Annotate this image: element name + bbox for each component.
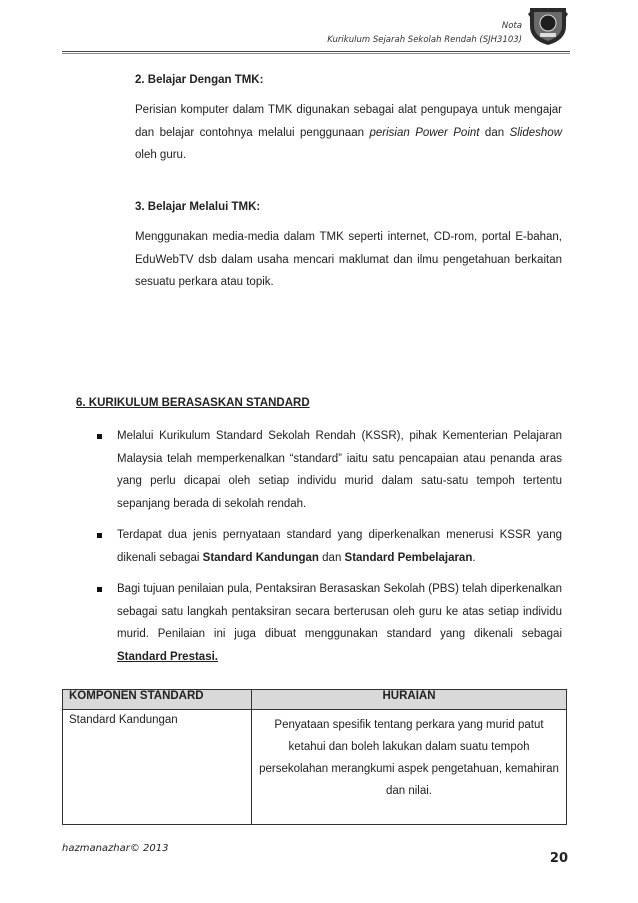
bullet2-text-mid: dan bbox=[318, 551, 345, 564]
section6-title: 6. KURIKULUM BERASASKAN STANDARD bbox=[76, 397, 310, 409]
header-title bbox=[300, 21, 522, 45]
bullet2-text-a: Terdapat dua jenis pernyataan standard yang diperkenalkan menerusi KSSR yang dikenali sebagai bbox=[117, 529, 562, 564]
item2-paragraph bbox=[135, 99, 562, 167]
table-header-huraian: HURAIAN bbox=[252, 690, 567, 710]
header-rule-thin bbox=[62, 53, 570, 54]
bullet2-standard-pembelajaran: Standard Pembelajaran bbox=[344, 551, 473, 564]
section6-bullet1: Melalui Kurikulum Standard Sekolah Rendah (KSSR), pihak Kementerian Pelajaran Malaysia telah memperkenalkan “standard” iaitu satu pencapaian atau penanda aras yang perlu dicapai oleh setiap individu murid dalam satu-satu tempoh tertentu sepanjang berada di sekolah rendah. bbox=[117, 430, 562, 510]
table-cell-komponen: Standard Kandungan bbox=[63, 710, 252, 825]
bullet3-text-a: Bagi tujuan penilaian pula, Pentaksiran Berasaskan Sekolah (PBS) telah diperkenalkan sebagai satu langkah pentaksiran secara berterusan oleh guru ke atas setiap individu murid. Penilaian ini juga dibuat menggunakan standard yang dikenali sebagai bbox=[117, 583, 562, 640]
item3-paragraph: Menggunakan media-media dalam TMK seperti internet, CD-rom, portal E-bahan, EduWebTV dsb dalam usaha mencari maklumat dan ilmu pengetahuan berkaitan sesuatu perkara atau topik. bbox=[135, 231, 562, 288]
table-cell-huraian: Penyataan spesifik tentang perkara yang murid patut ketahui dan boleh lakukan dalam suatu tempoh persekolahan merangkumi aspek pengetahuan, kemahiran dan nilai. bbox=[252, 710, 567, 825]
item2-italic-slideshow: Slideshow bbox=[509, 126, 562, 139]
header-line2: Kurikulum Sejarah Sekolah Rendah (SJH3103) bbox=[327, 35, 522, 45]
bullet-square-icon bbox=[97, 533, 102, 538]
bullet3-standard-prestasi: Standard Prestasi. bbox=[117, 650, 218, 663]
crest-logo-icon bbox=[526, 6, 570, 46]
table-header-row bbox=[63, 690, 567, 710]
item2-italic-powerpoint: perisian Power Point bbox=[369, 126, 480, 139]
bullet2-text-end: . bbox=[472, 551, 476, 564]
bullet-square-icon bbox=[97, 587, 102, 592]
header-line1: Nota bbox=[501, 21, 522, 31]
item3-heading: 3. Belajar Melalui TMK: bbox=[135, 201, 261, 213]
standard-components-table bbox=[62, 689, 567, 825]
footer-copyright: hazmanazhar© 2013 bbox=[62, 843, 169, 854]
bullet2-standard-kandungan: Standard Kandungan bbox=[202, 551, 319, 564]
page-number: 20 bbox=[549, 851, 568, 866]
table-row bbox=[63, 710, 567, 825]
section6-bullet3 bbox=[117, 578, 562, 668]
item2-text-a: Perisian komputer dalam TMK digunakan sebagai alat pengupaya untuk mengajar dan belajar contohnya melalui penggunaan bbox=[135, 104, 562, 139]
item2-heading: 2. Belajar Dengan TMK: bbox=[135, 74, 264, 86]
item2-text-b: dan bbox=[479, 126, 510, 139]
table-header-komponen: KOMPONEN STANDARD bbox=[63, 690, 252, 710]
header-rule bbox=[62, 51, 570, 52]
section6-bullet2 bbox=[117, 524, 562, 569]
bullet-square-icon bbox=[97, 434, 102, 439]
item2-text-c: oleh guru. bbox=[135, 149, 187, 161]
